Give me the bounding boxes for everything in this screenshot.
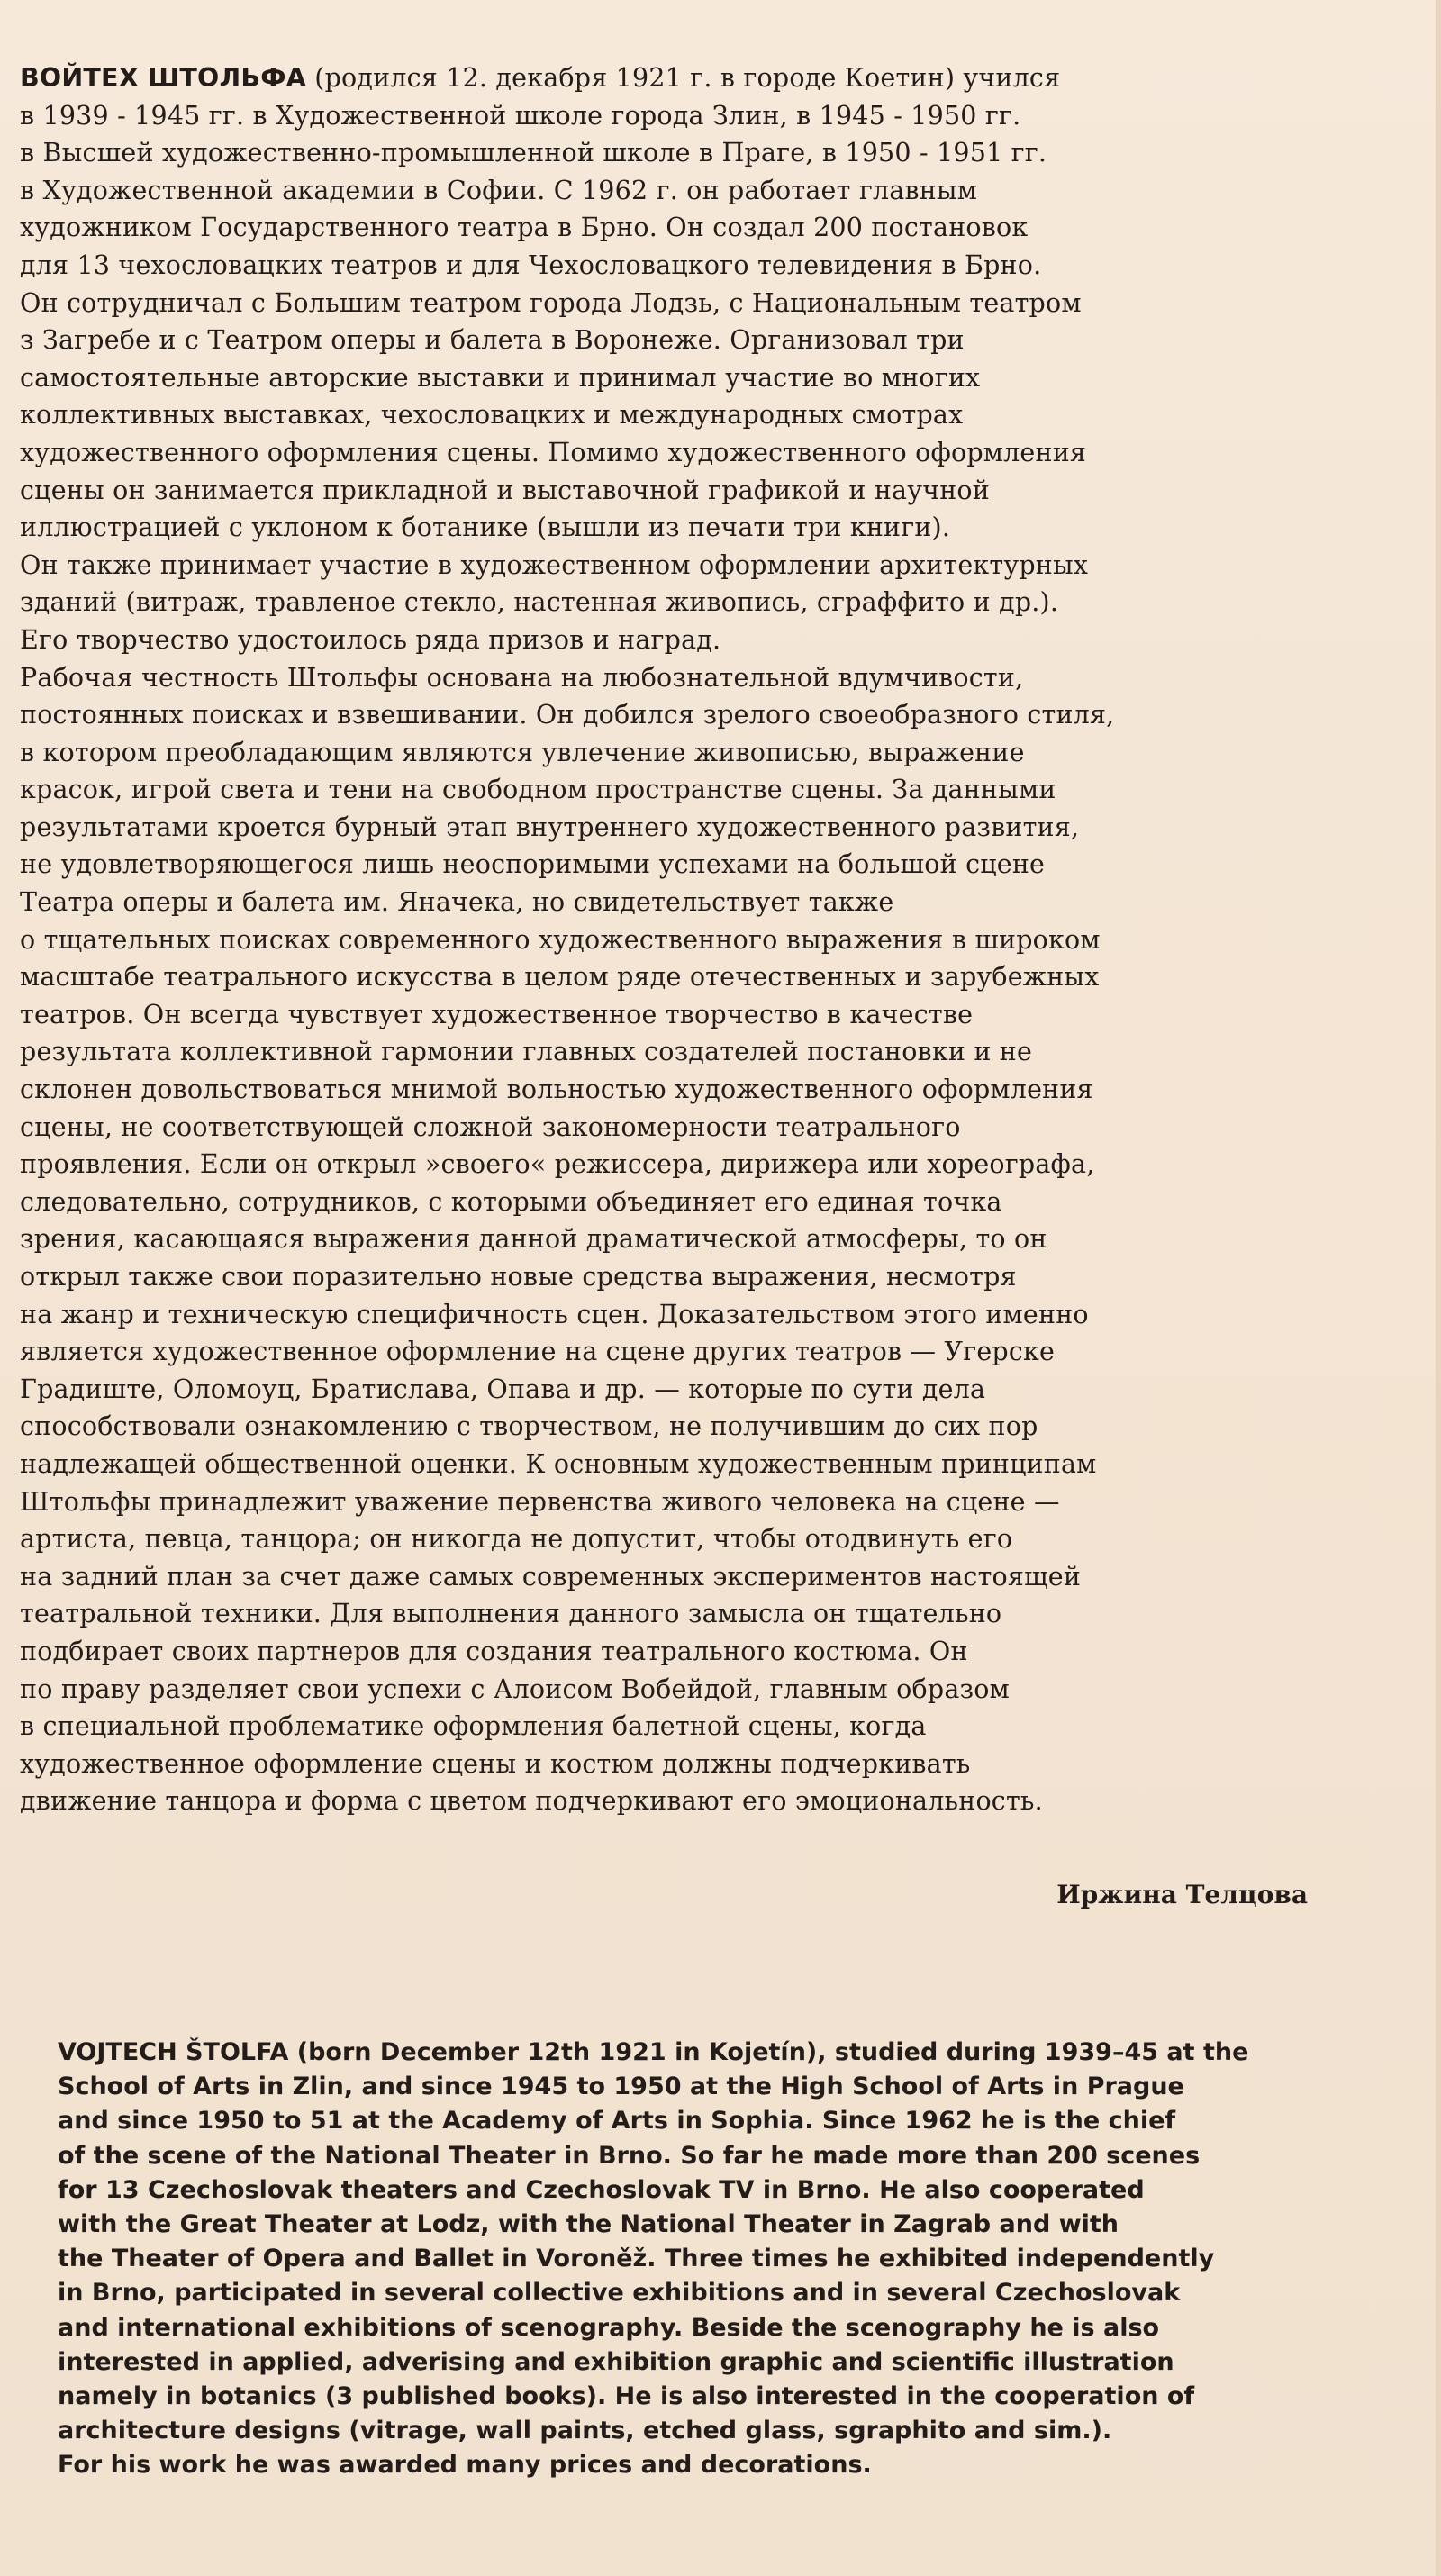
text-line: склонен довольствоваться мнимой вольностью художественного оформления: [20, 1075, 1093, 1105]
text-line: способствовали ознакомлению с творчеством, не получившим до сих пор: [20, 1411, 1038, 1442]
page-edge: [1436, 0, 1441, 2576]
text-line: architecture designs (vitrage, wall paints, etched glass, sgraphito and sim.).: [58, 2417, 1112, 2445]
text-line: результатами кроется бурный этап внутреннего художественного развития,: [20, 812, 1080, 842]
text-line: сцены он занимается прикладной и выставочной графикой и научной: [20, 475, 990, 505]
text-line: результата коллективной гармонии главных создателей постановки и не: [20, 1037, 1033, 1067]
text-line: of the scene of the National Theater in Brno. So far he made more than 200 scenes: [58, 2141, 1201, 2170]
text-line: не удовлетворяющегося лишь неоспоримыми успехами на большой сцене: [20, 849, 1046, 880]
text-line: зрения, касающаяся выражения данной драматической атмосферы, то он: [20, 1224, 1047, 1255]
text-line: надлежащей общественной оценки. К основным художественным принципам: [20, 1448, 1097, 1479]
text-line: постоянных поисках и взвешивании. Он добился зрелого своеобразного стиля,: [20, 700, 1115, 730]
text-line: следовательно, сотрудников, с которыми объединяет его единая точка: [20, 1186, 1002, 1217]
text-line: на жанр и техническую специфичность сцен. Доказательством этого именно: [20, 1299, 1089, 1329]
text-line: художественного оформления сцены. Помимо художественного оформления: [20, 437, 1087, 467]
text-line: Штольфы принадлежит уважение первенства живого человека на сцене —: [20, 1486, 1060, 1517]
text-line: на задний план за счет даже самых современных экспериментов настоящей: [20, 1561, 1082, 1592]
text-line: является художественное оформление на сцене других театров — Угерске: [20, 1337, 1056, 1367]
text-line: сцены, не соответствующей сложной закономерности театрального: [20, 1111, 961, 1142]
text-line: по праву разделяет свои успехи с Алоисом Вобейдой, главным образом: [20, 1673, 1010, 1704]
text-line: Его творчество удостоилось ряда призов и наград.: [20, 624, 721, 655]
text-line: подбирает своих партнеров для создания театрального костюма. Он: [20, 1636, 968, 1666]
russian-biography-text: [20, 59, 1308, 1820]
text-line: and international exhibitions of scenography. Beside the scenography he is also: [58, 2313, 1160, 2342]
text-line: для 13 чехословацких театров и для Чехословацкого телевидения в Брно.: [20, 249, 1042, 280]
text-line: Он также принимает участие в художественном оформлении архитектурных: [20, 549, 1089, 580]
text-line: in Brno, participated in several collective exhibitions and in several Czechoslovak: [58, 2279, 1181, 2308]
author-signature: Иржина Телцова: [1056, 1880, 1308, 1909]
text-line: художником Государственного театра в Брно. Он создал 200 постановок: [20, 213, 1029, 243]
text-line: движение танцора и форма с цветом подчеркивают его эмоциональность.: [20, 1786, 1043, 1817]
text-line: Рабочая честность Штольфы основана на любознательной вдумчивости,: [20, 662, 1024, 693]
text-line: в Высшей художественно-промышленной школе в Праге, в 1950 - 1951 гг.: [20, 138, 1047, 168]
biography-lead-name: ВОЙТЕХ ШТОЛЬФА: [20, 63, 306, 93]
text-line: в Художественной академии в Софии. С 1962 г. он работает главным: [20, 175, 978, 205]
text-line: interested in applied, adverising and exhibition graphic and scientific illustration: [58, 2347, 1174, 2376]
text-line: открыл также свои поразительно новые средства выражения, несмотря: [20, 1262, 1017, 1292]
text-line: with the Great Theater at Lodz, with the National Theater in Zagrab and with: [58, 2209, 1119, 2238]
text-line: масштабе театрального искусства в целом ряде отечественных и зарубежных: [20, 962, 1100, 993]
text-line: Театра оперы и балета им. Яначека, но свидетельствует также: [20, 887, 894, 918]
text-line: and since 1950 to 51 at the Academy of Arts in Sophia. Since 1962 he is the chief: [58, 2107, 1176, 2136]
text-line: Он сотрудничал с Большим театром города Лодзь, с Национальным театром: [20, 287, 1082, 318]
text-line: в 1939 - 1945 гг. в Художественной школе города Злин, в 1945 - 1950 гг.: [20, 100, 1021, 131]
text-line: коллективных выставках, чехословацких и международных смотрах: [20, 400, 964, 431]
text-line: For his work he was awarded many prices and decorations.: [58, 2451, 872, 2480]
text-line: Градиште, Оломоуц, Братислава, Опава и др. — которые по сути дела: [20, 1374, 986, 1404]
text-line: театральной техники. Для выполнения данного замысла он тщательно: [20, 1599, 1002, 1629]
text-line: в котором преобладающим являются увлечение живописью, выражение: [20, 737, 1025, 767]
text-line: зданий (витраж, травленое стекло, настенная живопись, сграффито и др.).: [20, 587, 1059, 618]
text-line: School of Arts in Zlin, and since 1945 to 1950 at the High School of Arts in Prague: [58, 2073, 1184, 2101]
text-line: артиста, певца, танцора; он никогда не допустит, чтобы отодвинуть его: [20, 1524, 1013, 1555]
text-line: namely in botanics (3 published books). He is also interested in the cooperation of: [58, 2381, 1195, 2410]
text-line: иллюстрацией с уклоном к ботанике (вышли из печати три книги).: [20, 512, 951, 543]
text-line: о тщательных поисках современного художественного выражения в широком: [20, 924, 1101, 955]
english-biography-text: [58, 2036, 1319, 2482]
text-line: театров. Он всегда чувствует художественное творчество в качестве: [20, 999, 974, 1029]
text-line: самостоятельные авторские выставки и принимал участие во многих: [20, 362, 981, 393]
text-line: художественное оформление сцены и костюм должны подчеркивать: [20, 1748, 971, 1779]
text-line: в специальной проблематике оформления балетной сцены, когда: [20, 1711, 927, 1742]
text-line: красок, игрой света и тени на свободном пространстве сцены. За данными: [20, 775, 1056, 805]
text-line: ВОЙТЕХ ШТОЛЬФА (родился 12. декабря 1921 г. в городе Коетин) учился: [20, 63, 1061, 93]
text-line: for 13 Czechoslovak theaters and Czechoslovak TV in Brno. He also cooperated: [58, 2175, 1145, 2204]
text-line: проявления. Если он открыл »своего« режиссера, дирижера или хореографа,: [20, 1149, 1095, 1180]
text-line: з Загребе и с Театром оперы и балета в Воронеже. Организовал три: [20, 325, 965, 356]
text-line: VOJTECH ŠTOLFA (born December 12th 1921 in Kojetín), studied during 1939–45 at the: [58, 2038, 1249, 2066]
text-line: the Theater of Opera and Ballet in Voroněž. Three times he exhibited independently: [58, 2245, 1215, 2273]
